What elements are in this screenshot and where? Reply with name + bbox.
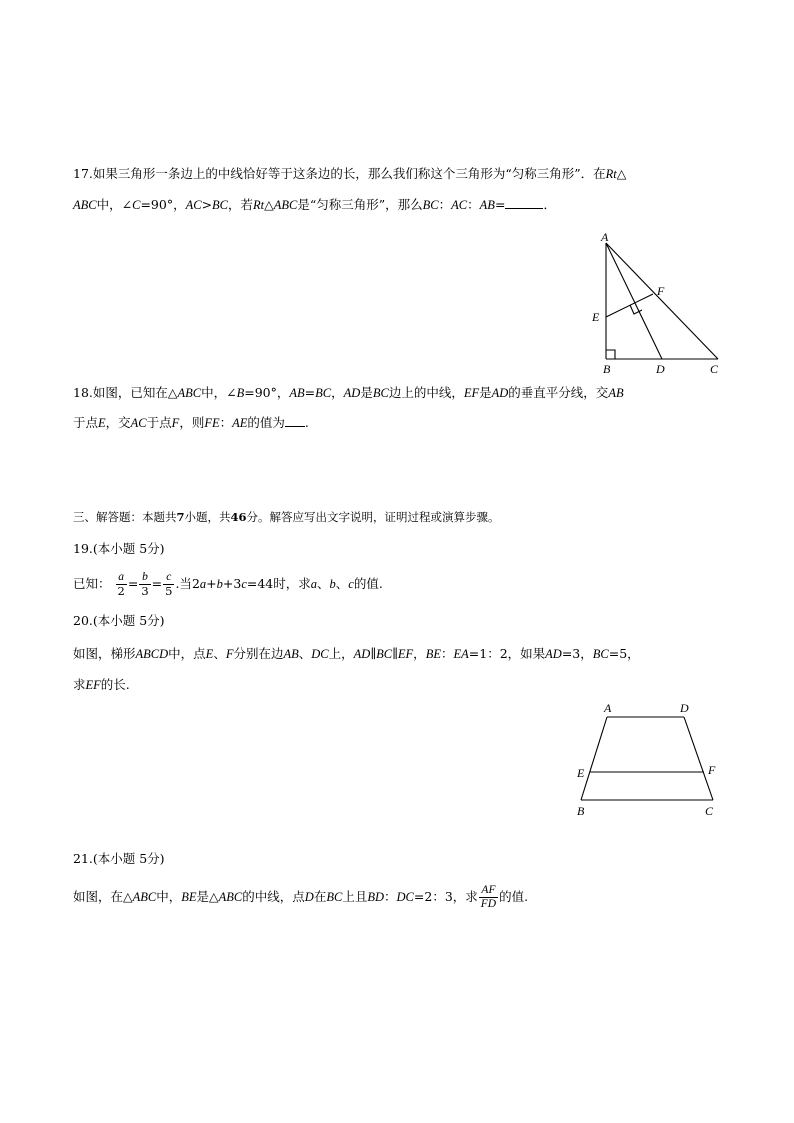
q19-text: + bbox=[206, 576, 217, 591]
q20-var: BC bbox=[592, 647, 609, 661]
q19-header: 19.(本小题 5分) bbox=[73, 541, 165, 556]
q19-var: a bbox=[199, 577, 207, 591]
section-3-heading bbox=[73, 508, 500, 526]
fraction-c-over-5 bbox=[163, 571, 174, 598]
q18-text: =90°， bbox=[244, 385, 290, 400]
q17-text: 17.如果三角形一条边上的中线恰好等于这条边的长，那么我们称这个三角形为“匀称三角形”．在 bbox=[73, 166, 606, 181]
q19-var: b bbox=[329, 577, 336, 591]
q20-text: 中，点 bbox=[168, 646, 206, 661]
q17-text: ： bbox=[467, 197, 480, 212]
q19-text: 的值. bbox=[353, 576, 383, 591]
q17-var: AB bbox=[479, 198, 495, 212]
label-e: E bbox=[592, 310, 600, 324]
label-b: B bbox=[603, 362, 611, 376]
q21-header: 21.(本小题 5分) bbox=[73, 851, 165, 866]
fraction-numerator: c bbox=[163, 571, 174, 585]
segment-ab bbox=[581, 717, 607, 800]
label-b: B bbox=[577, 804, 585, 818]
q18-var: BC bbox=[315, 386, 332, 400]
label-f: F bbox=[708, 763, 716, 777]
q18-text: ， bbox=[331, 385, 344, 400]
q18-line-2 bbox=[73, 414, 309, 432]
q17-var: Rt bbox=[253, 198, 265, 212]
q17-triangle-symbol: △ bbox=[616, 166, 627, 181]
q19-text: 已知： bbox=[73, 576, 111, 591]
q17-text: = bbox=[494, 197, 506, 212]
q20-text: 的长. bbox=[100, 677, 130, 692]
q17-text: △ bbox=[264, 197, 274, 212]
q21-var: ABC bbox=[132, 890, 157, 904]
q17-text: ，若 bbox=[228, 197, 254, 212]
q18-var: AD bbox=[343, 386, 361, 400]
q21-text: 中， bbox=[156, 889, 182, 904]
q20-text: =1：2，如果 bbox=[468, 646, 546, 661]
q18-var: B bbox=[236, 386, 245, 400]
q18-text: 的值为 bbox=[247, 415, 285, 430]
q17-var: C bbox=[132, 198, 141, 212]
fraction-b-over-3 bbox=[139, 571, 150, 598]
q20-var: EA bbox=[453, 647, 469, 661]
q21-var: BC bbox=[326, 890, 343, 904]
q18-text: 18.如图，已知在△ bbox=[73, 385, 178, 400]
q18-var: AB bbox=[289, 386, 305, 400]
q21-text: 的中线，点 bbox=[242, 889, 305, 904]
q20-text: =5， bbox=[608, 646, 640, 661]
label-a: A bbox=[601, 230, 609, 244]
fraction-denominator: FD bbox=[480, 898, 497, 910]
q17-text: 是“匀称三角形”，那么 bbox=[297, 197, 423, 212]
q20-text: 、 bbox=[298, 646, 312, 661]
q20-text: 如图，梯形 bbox=[73, 646, 136, 661]
q17-rt: Rt bbox=[605, 167, 617, 181]
q17-text: > bbox=[201, 197, 213, 212]
q19-text: 、 bbox=[335, 576, 349, 591]
q17-var: BC bbox=[422, 198, 439, 212]
q19-var: b bbox=[216, 577, 223, 591]
label-a: A bbox=[604, 701, 612, 715]
q20-text: 上， bbox=[328, 646, 354, 661]
fraction-denominator: 3 bbox=[141, 584, 149, 598]
q18-text: 的垂直平分线，交 bbox=[508, 385, 609, 400]
section-title-number: 46 bbox=[230, 510, 247, 524]
label-d: D bbox=[656, 362, 665, 376]
q19-text: =44时，求 bbox=[246, 576, 311, 591]
q18-var: FE bbox=[204, 416, 220, 430]
q21-text: =2：3，求 bbox=[413, 889, 478, 904]
q19-var: c bbox=[348, 577, 354, 591]
q21-var: BE bbox=[181, 890, 197, 904]
q18-text: ，则 bbox=[179, 415, 205, 430]
fraction-numerator: a bbox=[116, 571, 127, 585]
segment-ac bbox=[606, 243, 718, 359]
fraction-numerator: b bbox=[139, 571, 150, 585]
q20-var: EF bbox=[397, 647, 414, 661]
q21-text: 的值. bbox=[499, 889, 529, 904]
q20-var: F bbox=[225, 647, 234, 661]
label-c: C bbox=[705, 804, 714, 818]
q17-text: 中，∠ bbox=[96, 197, 133, 212]
q20-text: ： bbox=[440, 646, 454, 661]
q18-text: . bbox=[304, 415, 309, 430]
q21-var: DC bbox=[396, 890, 414, 904]
label-f: F bbox=[657, 284, 665, 298]
section-title-text: 小题，共 bbox=[184, 510, 231, 524]
q19-text: 2 bbox=[191, 576, 200, 591]
q17-text: ： bbox=[438, 197, 452, 212]
q18-var: AC bbox=[130, 416, 147, 430]
q18-text: ，交 bbox=[105, 415, 131, 430]
q20-text: 求 bbox=[73, 677, 86, 692]
segment-ef bbox=[606, 294, 653, 317]
q19-body bbox=[73, 568, 383, 600]
q21-var: D bbox=[304, 890, 314, 904]
q21-text: ： bbox=[384, 889, 397, 904]
q20-var: EF bbox=[85, 678, 101, 692]
q17-text: ． bbox=[543, 197, 556, 212]
label-e: E bbox=[577, 766, 585, 780]
q19-text: .当 bbox=[175, 576, 192, 591]
q20-figure bbox=[570, 697, 730, 825]
q20-text: 、 bbox=[213, 646, 226, 661]
q19-var: c bbox=[241, 577, 247, 591]
q18-text: = bbox=[304, 385, 316, 400]
fraction-numerator: AF bbox=[479, 884, 498, 898]
q18-text: 边上的中线， bbox=[388, 385, 464, 400]
q19-text: +3 bbox=[222, 576, 242, 591]
q18-text: 中，∠ bbox=[201, 385, 237, 400]
q17-text: =90°， bbox=[140, 197, 186, 212]
q21-text: 在 bbox=[313, 889, 327, 904]
q17-line-1 bbox=[73, 165, 626, 183]
q20-header: 20.(本小题 5分) bbox=[73, 613, 165, 628]
q18-text: 是 bbox=[479, 385, 492, 400]
q20-var: E bbox=[205, 647, 214, 661]
label-c: C bbox=[710, 362, 719, 376]
q17-var: ABC bbox=[273, 198, 298, 212]
q17-answer-blank[interactable] bbox=[505, 196, 543, 209]
fraction-denominator: 2 bbox=[117, 584, 125, 598]
q18-var: AE bbox=[232, 416, 248, 430]
q18-line-1 bbox=[73, 384, 624, 402]
fraction-denominator: 5 bbox=[165, 584, 173, 598]
q19-text: = bbox=[151, 576, 163, 591]
q18-text: 是 bbox=[360, 385, 373, 400]
q20-text: 分别在边 bbox=[233, 646, 284, 661]
q21-var: ABC bbox=[218, 890, 243, 904]
q18-var: ABC bbox=[177, 386, 202, 400]
q20-var: BC bbox=[376, 647, 393, 661]
q17-var: BC bbox=[212, 198, 229, 212]
fraction-a-over-2 bbox=[116, 571, 127, 598]
q19-var: a bbox=[310, 577, 318, 591]
section-title-text: 三、解答题：本题共 bbox=[73, 510, 177, 524]
right-angle-b bbox=[606, 350, 615, 359]
label-d: D bbox=[680, 701, 689, 715]
q21-text: 如图，在△ bbox=[73, 889, 133, 904]
segment-ad bbox=[606, 243, 662, 359]
q20-text: ∥ bbox=[370, 646, 377, 661]
q20-line-1 bbox=[73, 645, 640, 663]
q18-var: F bbox=[171, 416, 180, 430]
q20-var: ABCD bbox=[135, 647, 169, 661]
q18-var: AD bbox=[491, 386, 509, 400]
q19-text: = bbox=[127, 576, 139, 591]
q18-figure bbox=[585, 228, 730, 378]
q18-text: 于点 bbox=[73, 415, 99, 430]
q20-var: DC bbox=[311, 647, 329, 661]
q18-answer-blank[interactable] bbox=[285, 414, 305, 427]
q21-text: 是△ bbox=[196, 889, 219, 904]
q20-text: ∥ bbox=[392, 646, 398, 661]
q19-text: 、 bbox=[317, 576, 330, 591]
q20-var: AB bbox=[283, 647, 299, 661]
q18-var: EF bbox=[463, 386, 480, 400]
q20-text: =3， bbox=[561, 646, 593, 661]
section-title-number: 7 bbox=[176, 510, 185, 524]
q21-body bbox=[73, 880, 528, 914]
q20-var: AD bbox=[545, 647, 562, 661]
q17-var: AC bbox=[451, 198, 468, 212]
section-title-text: 分。解答应写出文字说明，证明过程或演算步骤。 bbox=[246, 510, 500, 524]
segment-dc bbox=[684, 717, 713, 800]
fraction-af-over-fd bbox=[479, 884, 498, 911]
q20-var: AD bbox=[353, 647, 371, 661]
q18-var: AB bbox=[608, 386, 624, 400]
q18-var: BC bbox=[372, 386, 389, 400]
q18-text: ： bbox=[219, 415, 233, 430]
q18-text: 于点 bbox=[146, 415, 172, 430]
q17-abc: ABC bbox=[73, 198, 97, 212]
q20-line-2 bbox=[73, 676, 130, 694]
q20-text: ， bbox=[413, 646, 426, 661]
q18-var: E bbox=[98, 416, 106, 430]
q17-line-2 bbox=[73, 196, 556, 214]
q20-var: BE bbox=[425, 647, 441, 661]
q17-var: AC bbox=[185, 198, 202, 212]
q21-text: 上且 bbox=[342, 889, 368, 904]
q21-var: BD bbox=[367, 890, 384, 904]
